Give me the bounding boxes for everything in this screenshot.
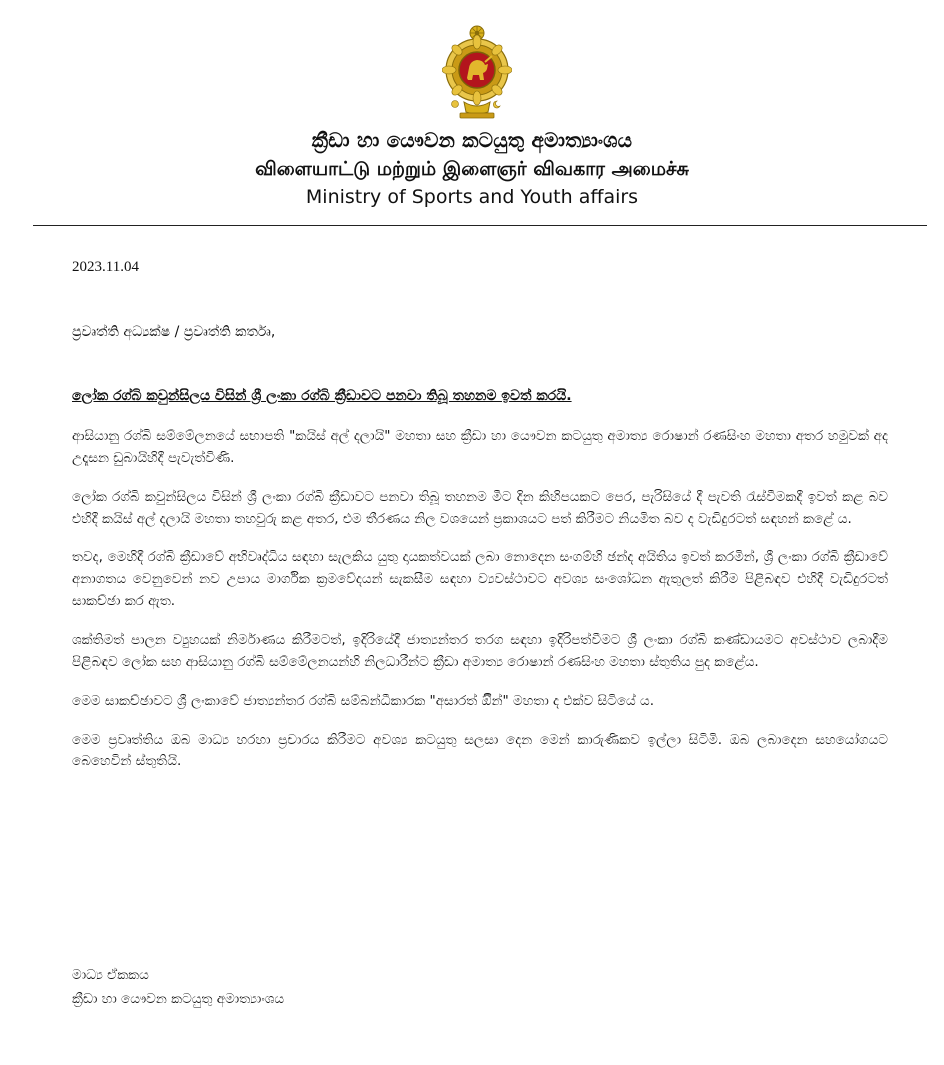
- header-divider: [33, 225, 927, 226]
- signature-ministry: ක්‍රීඩා හා යෞවන කටයුතු අමාත්‍යාංශය: [72, 990, 285, 1007]
- body-paragraph: මෙම සාකච්ඡාවට ශ්‍රී ලංකාවේ ජාත්‍යන්තර රග්බි සම්බන්ධීකාරක "අසාරත් ඕීන්" මහතා ද එක්ව සිටියේ ය.: [72, 692, 655, 709]
- body-paragraph: ශක්තිමත් පාලන ව්‍යුහයක් නිර්මාණය කිරීමටත්, ඉදිරියේදී ජාත්‍යන්තර තරග සඳහා ඉදිරිපත්වීමට ශ්‍රී ලංකා රග්බි කණ්ඩායමට අවස්ථාව ලබාදීම පිළිබඳව ලෝක සහ ආසියානු රග්බි සම්මේලනයන්හි නිලධාරීන්ට ක්‍රීඩා අමාත්‍ය රොෂාන් රණසිංහ මහතා ස්තුතිය පුද කළේය.: [72, 632, 888, 670]
- recipients-line: ප්‍රවෘත්ති අධ්‍යක්ෂ / ප්‍රවෘත්ති කර්තෘ,: [72, 324, 276, 340]
- document-date: 2023.11.04: [72, 259, 139, 275]
- signature-unit: මාධ්‍ය ඒකකය: [72, 967, 149, 983]
- signature-block: [72, 964, 284, 1011]
- press-release-headline: ලෝක රග්බි කවුන්සිලය විසින් ශ්‍රී ලංකා රග්බි ක්‍රීඩාවට පනවා තිබූ තහනම ඉවත් කරයි.: [72, 388, 572, 404]
- body-paragraph: ලෝක රග්බි කවුන්සිලය විසින් ශ්‍රී ලංකා රග්බි ක්‍රීඩාවට පනවා තිබූ තහනම මීට දින කිහිපයකට පෙර, පැරිසියේ දී පැවති රැස්වීමකදී ඉවත් කළ බව එහිදී කයිස් අල් දලායි මහතා තහවුරු කළ අතර, එම තීරණය නිල වශයෙන් ප්‍රකාශයට පත් කිරීමට නියමිත බව ද වැඩිදුරටත් සඳහන් කළේ ය.: [72, 488, 888, 527]
- ministry-title-tamil: விளையாட்டு மற்றும் இளைஞர் விவகார அமைச்சு: [255, 158, 689, 180]
- body-paragraph: මෙම ප්‍රවෘත්තිය ඔබ මාධ්‍ය හරහා ප්‍රචාරය කිරීමට අවශ්‍ය කටයුතු සලසා දෙන මෙන් කාරුණිකව ඉල්ලා සිටිමි. ඔබ ලබාදෙන සහයෝගයට බෙහෙවින් ස්තුතියි.: [72, 731, 888, 770]
- press-release-body: [72, 426, 888, 790]
- government-emblem-icon: [442, 24, 512, 120]
- ministry-title-sinhala: ක්‍රීඩා හා යෞවන කටයුතු අමාත්‍යාංශය: [311, 128, 633, 152]
- ministry-title-english: Ministry of Sports and Youth affairs: [305, 186, 639, 208]
- body-paragraph: තවද, මෙහිදී රග්බි ක්‍රීඩාවේ අභිවෘද්ධිය සඳහා සැලකිය යුතු දායකත්වයක් ලබා නොදෙන සංගම්හි ඡන්ද අයිතිය ඉවත් කරමින්, ශ්‍රී ලංකා රග්බි ක්‍රීඩාවේ අනාගතය වෙනුවෙන් නව උපාය මාර්ගික ක්‍රමවේදයන් සැකසීම සඳහා ව්‍යවස්ථාවට අවශ්‍ය සංශෝධන ඇතුලත් කිරීම පිළිබඳව එහිදී වැඩිදුරටත් සාකච්ඡා කර ඇත.: [72, 549, 888, 610]
- body-paragraph: ආසියානු රග්බි සම්මේලනයේ සභාපති "කයිස් අල් දලායි" මහතා සහ ක්‍රීඩා හා යෞවන කටයුතු අමාත්‍ය රොෂාන් රණසිංහ මහතා අතර හමුවක් අද උදෑසන ඩුබායිහිදී පැවැත්විණි.: [72, 428, 888, 466]
